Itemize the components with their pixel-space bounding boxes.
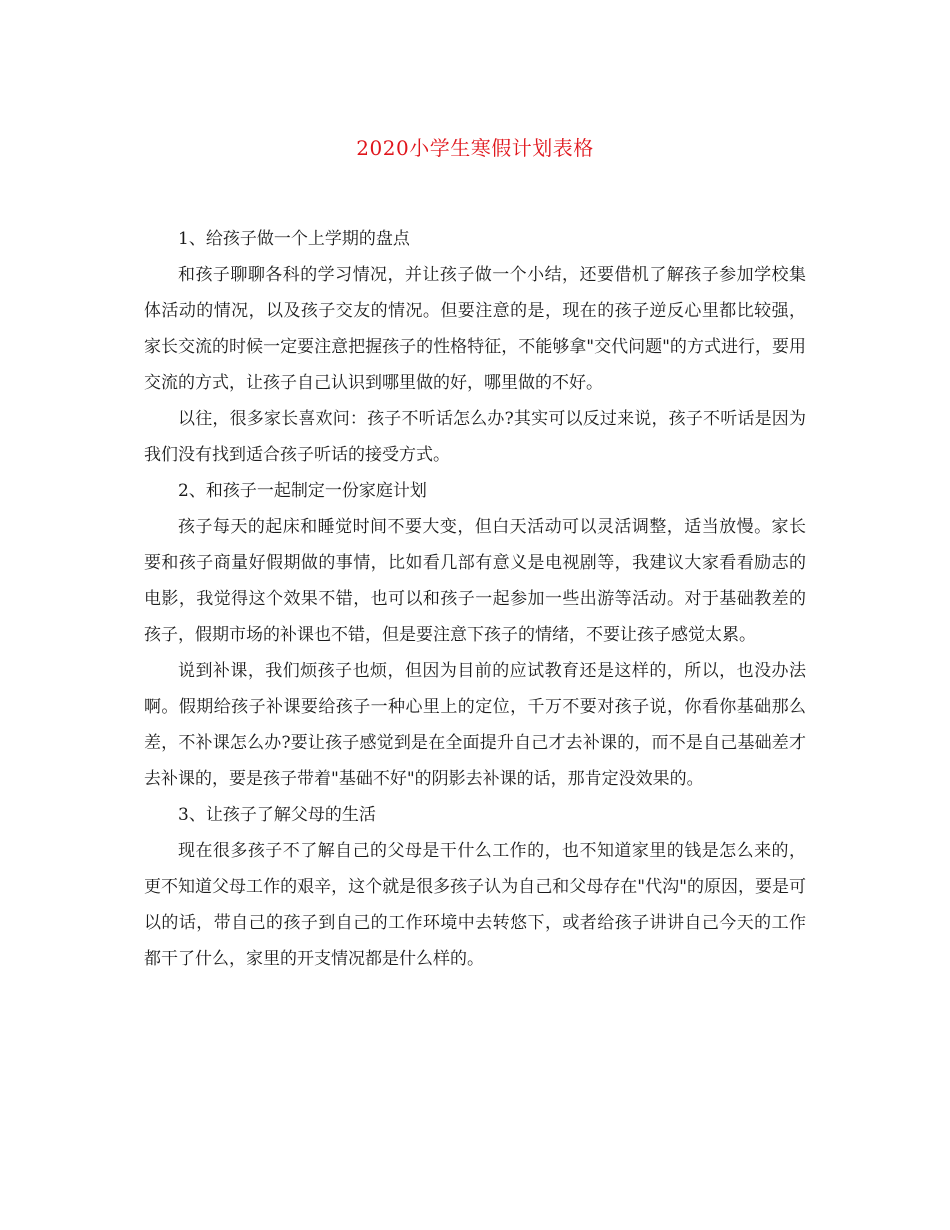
section-2-paragraph-2: 说到补课，我们烦孩子也烦，但因为目前的应试教育还是这样的，所以，也没办法啊。假期给孩子补课要给孩子一种心里上的定位，千万不要对孩子说，你看你基础那么差，不补课怎么办?要让孩子感觉到是在全面提升自己才去补课的，而不是自己基础差才去补课的，要是孩子带着"基础不好"的阴影去补课的话，那肯定没效果的。 xyxy=(144,661,806,789)
section-2-paragraph-1: 孩子每天的起床和睡觉时间不要大变，但白天活动可以灵活调整，适当放慢。家长要和孩子商量好假期做的事情，比如看几部有意义是电视剧等，我建议大家看看励志的电影，我觉得这个效果不错，也可以和孩子一起参加一些出游等活动。对于基础教差的孩子，假期市场的补课也不错，但是要注意下孩子的情绪，不要让孩子感觉太累。 xyxy=(144,517,806,645)
document-body xyxy=(144,221,806,977)
document-title: 2020小学生寒假计划表格 xyxy=(356,136,594,160)
section-1-paragraph-1: 和孩子聊聊各科的学习情况，并让孩子做一个小结，还要借机了解孩子参加学校集体活动的情况，以及孩子交友的情况。但要注意的是，现在的孩子逆反心里都比较强，家长交流的时候一定要注意把握孩子的性格特征，不能够拿"交代问题"的方式进行，要用交流的方式，让孩子自己认识到哪里做的好，哪里做的不好。 xyxy=(144,265,806,393)
section-heading-1: 1、给孩子做一个上学期的盘点 xyxy=(178,229,410,249)
section-heading-2: 2、和孩子一起制定一份家庭计划 xyxy=(178,481,427,501)
section-1-paragraph-2: 以往，很多家长喜欢问：孩子不听话怎么办?其实可以反过来说，孩子不听话是因为我们没有找到适合孩子听话的接受方式。 xyxy=(144,409,806,465)
section-heading-3: 3、让孩子了解父母的生活 xyxy=(178,805,376,825)
section-3-paragraph-1: 现在很多孩子不了解自己的父母是干什么工作的，也不知道家里的钱是怎么来的，更不知道父母工作的艰辛，这个就是很多孩子认为自己和父母存在"代沟"的原因，要是可以的话，带自己的孩子到自己的工作环境中去转悠下，或者给孩子讲讲自己今天的工作都干了什么，家里的开支情况都是什么样的。 xyxy=(144,841,806,969)
